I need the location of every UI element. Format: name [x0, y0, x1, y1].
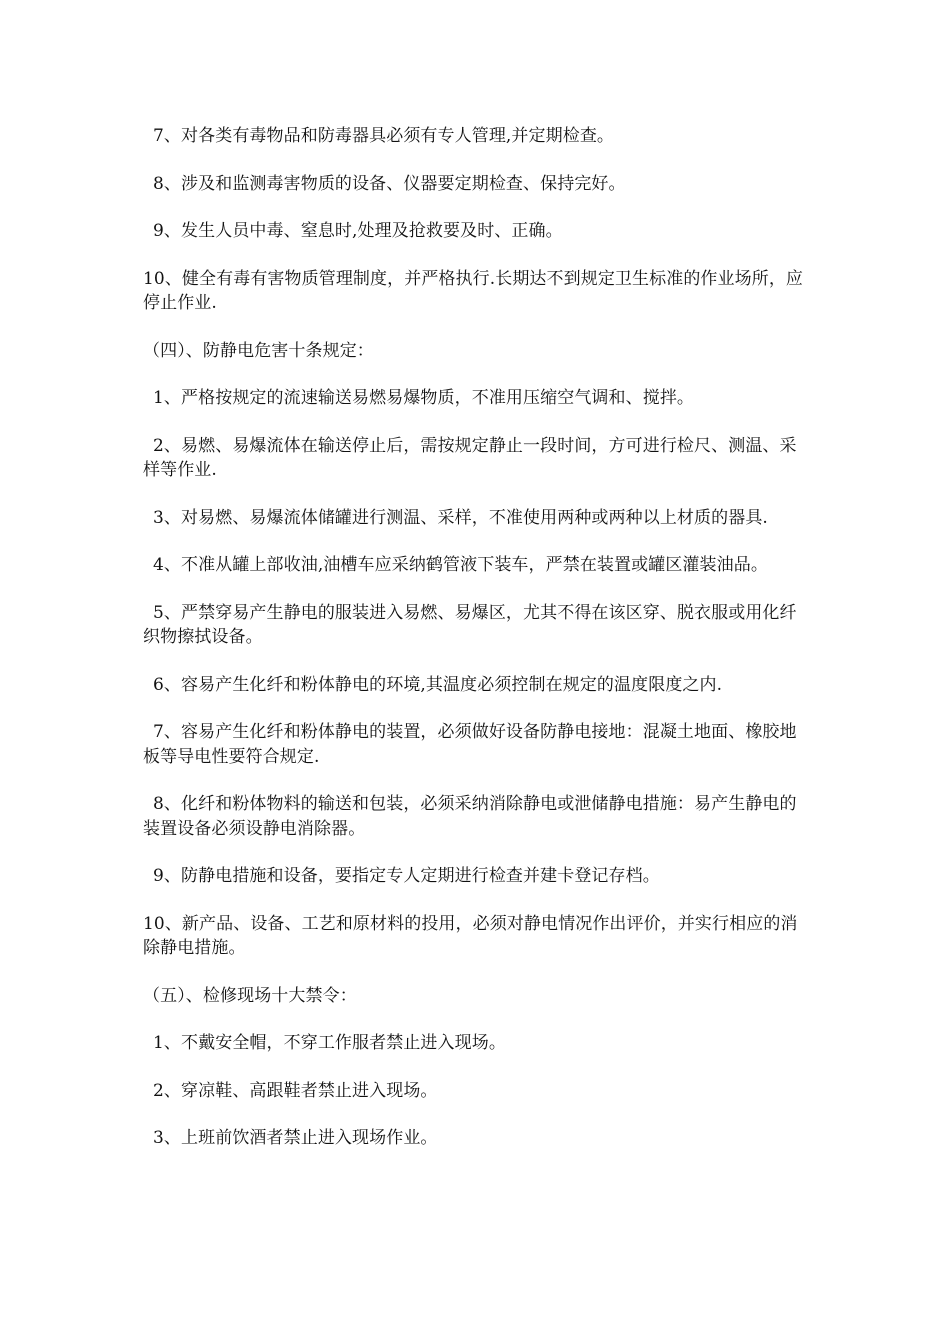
- paragraph-static-7: 7、容易产生化纤和粉体静电的装置，必须做好设备防静电接地：混凝土地面、橡胶地板等导电性要符合规定.: [143, 722, 797, 767]
- paragraph-maintenance-1: 1、不戴安全帽，不穿工作服者禁止进入现场。: [153, 1033, 506, 1053]
- paragraph-toxic-10: 10、健全有毒有害物质管理制度，并严格执行.长期达不到规定卫生标准的作业场所，应停止作业.: [143, 268, 804, 313]
- paragraph-static-3: 3、对易燃、易爆流体储罐进行测温、采样，不准使用两种或两种以上材质的器具.: [153, 507, 768, 528]
- section-heading-maintenance: （五）、检修现场十大禁令：: [143, 985, 357, 1006]
- section-heading-static: （四）、防静电危害十条规定：: [143, 340, 374, 361]
- paragraph-static-9: 9、防静电措施和设备，要指定专人定期进行检查并建卡登记存档。: [153, 866, 660, 886]
- paragraph-toxic-8: 8、涉及和监测毒害物质的设备、仪器要定期检查、保持完好。: [153, 173, 626, 194]
- paragraph-toxic-7: 7、对各类有毒物品和防毒器具必须有专人管理,并定期检查。: [153, 126, 615, 146]
- paragraph-static-8: 8、化纤和粉体物料的输送和包装，必须采纳消除静电或泄储静电措施：易产生静电的装置设备必须设静电消除器。: [143, 794, 797, 839]
- document-body: [143, 124, 811, 1174]
- paragraph-toxic-9: 9、发生人员中毒、窒息时,处理及抢救要及时、正确。: [153, 221, 563, 241]
- paragraph-static-4: 4、不准从罐上部收油,油槽车应采纳鹤管液下装车，严禁在装置或罐区灌装油品。: [153, 555, 768, 575]
- paragraph-static-5: 5、严禁穿易产生静电的服装进入易燃、易爆区，尤其不得在该区穿、脱衣服或用化纤织物擦拭设备。: [143, 602, 797, 647]
- paragraph-static-6: 6、容易产生化纤和粉体静电的环境,其温度必须控制在规定的温度限度之内.: [153, 674, 723, 695]
- paragraph-static-1: 1、严格按规定的流速输送易燃易爆物质，不准用压缩空气调和、搅拌。: [153, 388, 695, 408]
- paragraph-static-10: 10、新产品、设备、工艺和原材料的投用，必须对静电情况作出评价，并实行相应的消除静电措施。: [143, 913, 798, 958]
- paragraph-maintenance-3: 3、上班前饮酒者禁止进入现场作业。: [153, 1128, 438, 1148]
- paragraph-static-2: 2、易燃、易爆流体在输送停止后，需按规定静止一段时间，方可进行检尺、测温、采样等作业.: [143, 435, 797, 480]
- paragraph-maintenance-2: 2、穿凉鞋、高跟鞋者禁止进入现场。: [153, 1080, 438, 1101]
